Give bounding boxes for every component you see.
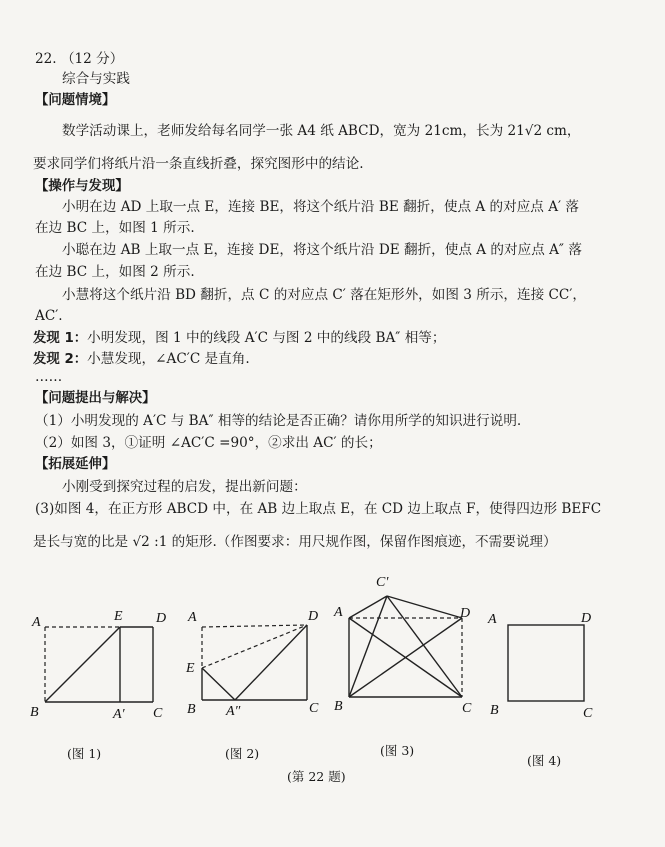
operation-p2-line-2: 在边 BC 上，如图 2 所示. <box>35 264 195 280</box>
section-extension: 【拓展延伸】 <box>35 457 116 472</box>
question-header: 22. （12 分） <box>35 51 124 67</box>
fig4-label-D: D <box>581 611 592 626</box>
fig1-label-A1: A′ <box>113 707 125 722</box>
finding-2-text: 小慧发现，∠AC′C 是直角. <box>87 351 250 367</box>
operation-p1-line-2: 在边 BC 上，如图 1 所示. <box>35 220 195 236</box>
fig2-label-A: A <box>188 610 197 625</box>
section-operation: 【操作与发现】 <box>35 179 129 194</box>
fig2-label-C: C <box>309 701 319 716</box>
fig3-label-D: D <box>460 606 471 621</box>
fig2-label-E: E <box>186 661 195 676</box>
section-context: 【问题情境】 <box>35 93 116 108</box>
fig1-label-A: A <box>32 615 41 630</box>
extension-q3-line-1: (3)如图 4，在正方形 ABCD 中，在 AB 边上取点 E，在 CD 边上取点 F，使得四边形 BEFC <box>35 501 602 517</box>
fig4-label-A: A <box>488 612 497 627</box>
question-subtitle: 综合与实践 <box>62 71 130 87</box>
fig1-label-D: D <box>156 611 167 626</box>
fig1-label-B: B <box>30 705 39 720</box>
figure-1 <box>25 600 175 725</box>
operation-p3-line-1: 小慧将这个纸片沿 BD 翻折，点 C 的对应点 C′ 落在矩形外，如图 3 所示，连接 CC′， <box>62 287 587 303</box>
fig1-label-C: C <box>153 706 163 721</box>
figure-4 <box>482 600 602 725</box>
finding-1 <box>33 329 446 348</box>
finding-1-label: 发现 1： <box>33 331 88 346</box>
figure-4-caption: (图 4) <box>527 753 562 768</box>
fig3-label-B: B <box>334 699 343 714</box>
section-problem: 【问题提出与解决】 <box>35 391 156 406</box>
finding-2 <box>33 350 250 369</box>
operation-p1-line-1: 小明在边 AD 上取一点 E，连接 BE，将这个纸片沿 BE 翻折，使点 A 的对应点 A′ 落 <box>62 199 580 215</box>
question-footer: (第 22 题) <box>287 769 346 784</box>
figure-1-caption: (图 1) <box>67 746 102 761</box>
operation-p2-line-1: 小聪在边 AB 上取一点 E，连接 DE，将这个纸片沿 DE 翻折，使点 A 的对应点 A″ 落 <box>62 242 582 258</box>
fig4-label-B: B <box>490 703 499 718</box>
finding-2-label: 发现 2： <box>33 352 88 367</box>
figure-3 <box>325 570 485 725</box>
finding-1-text: 小明发现，图 1 中的线段 A′C 与图 2 中的线段 BA″ 相等； <box>87 330 446 346</box>
operation-p3-line-2: AC′. <box>35 308 63 324</box>
fig2-label-B: B <box>187 702 196 717</box>
fig1-label-E: E <box>114 609 123 624</box>
figure-3-caption: (图 3) <box>380 743 415 758</box>
figure-2 <box>180 600 330 725</box>
fig2-label-A2: A″ <box>226 704 241 719</box>
ellipsis: …… <box>35 369 63 385</box>
context-line-2: 要求同学们将纸片沿一条直线折叠，探究图形中的结论. <box>33 156 364 172</box>
fig4-label-C: C <box>583 706 593 721</box>
extension-q3-line-2: 是长与宽的比是 √2 :1 的矩形.（作图要求：用尺规作图，保留作图痕迹，不需要说理） <box>33 534 557 550</box>
problem-q2: （2）如图 3，①证明 ∠AC′C =90°，②求出 AC′ 的长； <box>35 435 382 451</box>
extension-intro: 小刚受到探究过程的启发，提出新问题： <box>62 479 307 495</box>
fig3-label-A: A <box>334 605 343 620</box>
problem-q1: （1）小明发现的 A′C 与 BA″ 相等的结论是否正确？请你用所学的知识进行说明. <box>35 413 522 429</box>
fig3-label-C1: C′ <box>376 575 389 590</box>
fig3-label-C: C <box>462 701 472 716</box>
figure-2-caption: (图 2) <box>225 746 260 761</box>
context-line-1: 数学活动课上，老师发给每名同学一张 A4 纸 ABCD，宽为 21cm，长为 21√2 cm， <box>62 123 581 139</box>
fig2-label-D: D <box>308 609 319 624</box>
